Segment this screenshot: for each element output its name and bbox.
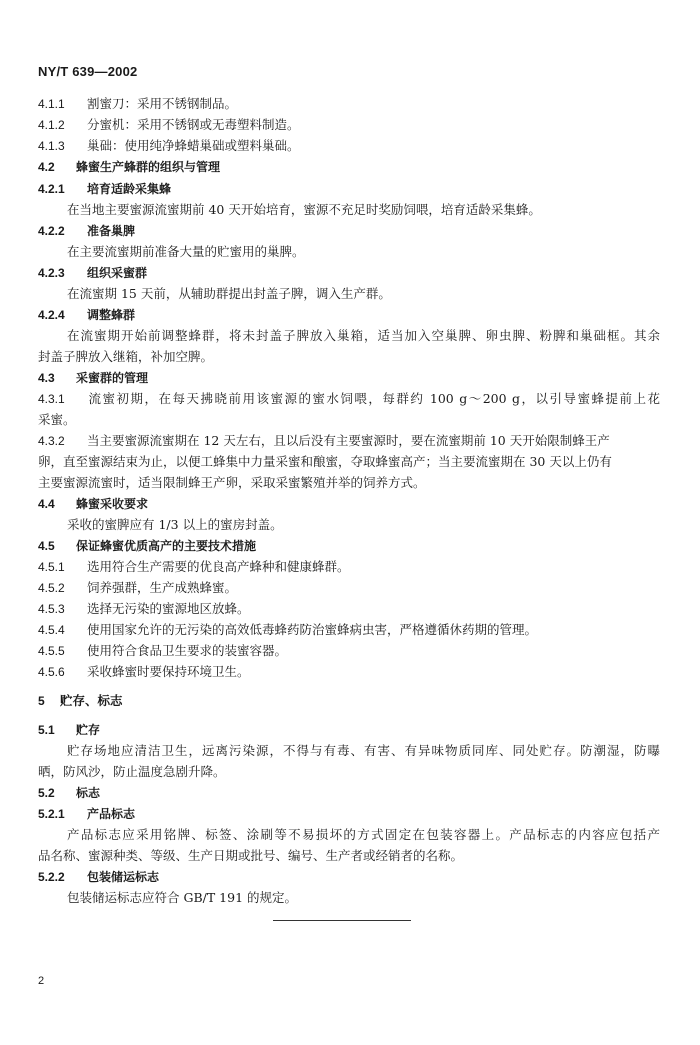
paragraph-4-4: 采收的蜜脾应有 1/3 以上的蜜房封盖。 — [67, 517, 283, 532]
clause-4-3-2-line-2: 卵，直至蜜源结束为止，以便工蜂集中力量采蜜和酿蜜，夺取蜂蜜高产；当主要流蜜期在 30 天以上仍有 — [38, 454, 612, 469]
heading-number: 4.3 — [38, 371, 55, 385]
heading-title: 调整蜂群 — [87, 308, 136, 322]
clause-text: 饲养强群，生产成熟蜂蜜。 — [87, 580, 238, 595]
paragraph-4-2-3: 在流蜜期 15 天前，从辅助群提出封盖子脾，调入生产群。 — [67, 286, 391, 301]
heading-number: 4.2.3 — [38, 266, 65, 280]
paragraph-4-2-4-line-1: 在流蜜期开始前调整蜂群，将未封盖子脾放入巢箱，适当加入空巢脾、卵虫脾、粉脾和巢础框。其余 — [67, 328, 660, 343]
clause-number: 4.5.4 — [38, 623, 65, 637]
clause-text: 当主要蜜源流蜜期在 12 天左右，且以后没有主要蜜源时，要在流蜜期前 10 天开始限制蜂王产 — [87, 433, 610, 448]
heading-5-1 — [38, 721, 660, 739]
heading-4-4 — [38, 495, 660, 513]
heading-title: 标志 — [76, 786, 101, 800]
clause-number: 4.5.2 — [38, 581, 65, 595]
clause-4-1-1 — [38, 95, 660, 113]
end-rule — [273, 920, 411, 921]
clause-text: 流蜜初期，在每天拂晓前用该蜜源的蜜水饲喂，每群约 100 g～200 g，以引导蜜蜂提前上花 — [87, 391, 660, 406]
clause-4-5-1 — [38, 558, 660, 576]
clause-text: 分蜜机：采用不锈钢或无毒塑料制造。 — [87, 117, 300, 132]
standard-code: NY/T 639—2002 — [38, 64, 138, 79]
clause-4-3-2-line-1 — [38, 432, 660, 450]
clause-4-5-2 — [38, 579, 660, 597]
heading-4-2-4 — [38, 306, 660, 324]
clause-4-3-2-line-3: 主要蜜源流蜜时，适当限制蜂王产卵，采取采蜜繁殖并举的饲养方式。 — [38, 475, 426, 490]
clause-4-5-6 — [38, 663, 660, 681]
page-number: 2 — [38, 975, 45, 987]
clause-number: 4.1.3 — [38, 139, 65, 153]
heading-number: 4.2.2 — [38, 224, 65, 238]
clause-4-1-2 — [38, 116, 660, 134]
clause-4-1-3 — [38, 137, 660, 155]
heading-number: 4.2.1 — [38, 182, 65, 196]
heading-number: 4.5 — [38, 539, 55, 553]
clause-4-5-4 — [38, 621, 660, 639]
heading-4-3 — [38, 369, 660, 387]
heading-number: 4.4 — [38, 497, 55, 511]
clause-text: 选用符合生产需要的优良高产蜂种和健康蜂群。 — [87, 559, 350, 574]
heading-5-2 — [38, 784, 660, 802]
heading-number: 4.2 — [38, 160, 55, 174]
clause-number: 4.1.2 — [38, 118, 65, 132]
heading-title: 准备巢脾 — [87, 224, 136, 238]
heading-4-2 — [38, 158, 660, 176]
heading-title: 采蜜群的管理 — [76, 371, 149, 385]
clause-text: 使用国家允许的无污染的高效低毒蜂药防治蜜蜂病虫害，严格遵循休药期的管理。 — [87, 622, 538, 637]
heading-4-2-2 — [38, 222, 660, 240]
heading-5-2-1 — [38, 805, 660, 823]
clause-text: 割蜜刀：采用不锈钢制品。 — [87, 96, 238, 111]
chapter-5-heading — [38, 692, 660, 710]
clause-text: 采收蜂蜜时要保持环境卫生。 — [87, 664, 250, 679]
clause-4-3-1-line-2: 采蜜。 — [38, 412, 76, 427]
clause-number: 4.3.1 — [38, 392, 65, 406]
heading-title: 组织采蜜群 — [87, 266, 148, 280]
heading-title: 蜂蜜生产蜂群的组织与管理 — [76, 160, 221, 174]
paragraph-5-2-2: 包装储运标志应符合 GB/T 191 的规定。 — [67, 890, 297, 905]
clause-number: 4.1.1 — [38, 97, 65, 111]
heading-number: 5.2 — [38, 786, 55, 800]
clause-number: 4.3.2 — [38, 434, 65, 448]
chapter-number: 5 — [38, 694, 45, 708]
clause-number: 4.5.1 — [38, 560, 65, 574]
clause-text: 巢础：使用纯净蜂蜡巢础或塑料巢础。 — [87, 138, 300, 153]
paragraph-4-2-1: 在当地主要蜜源流蜜期前 40 天开始培育，蜜源不充足时奖励饲喂，培育适龄采集蜂。 — [67, 202, 541, 217]
clause-number: 4.5.3 — [38, 602, 65, 616]
heading-4-5 — [38, 537, 660, 555]
clause-text: 使用符合食品卫生要求的装蜜容器。 — [87, 643, 288, 658]
paragraph-5-1-line-1: 贮存场地应清洁卫生，远离污染源，不得与有毒、有害、有异味物质同库、同处贮存。防潮湿，防曝 — [67, 743, 660, 758]
clause-number: 4.5.5 — [38, 644, 65, 658]
heading-title: 保证蜂蜜优质高产的主要技术措施 — [76, 539, 257, 553]
clause-text: 选择无污染的蜜源地区放蜂。 — [87, 601, 250, 616]
heading-number: 5.2.2 — [38, 870, 65, 884]
paragraph-4-2-2: 在主要流蜜期前准备大量的贮蜜用的巢脾。 — [67, 244, 305, 259]
heading-title: 蜂蜜采收要求 — [76, 497, 149, 511]
paragraph-5-2-1-line-1: 产品标志应采用铭牌、标签、涂刷等不易损坏的方式固定在包装容器上。产品标志的内容应包括产 — [67, 827, 660, 842]
heading-title: 培育适龄采集蜂 — [87, 182, 172, 196]
heading-4-2-1 — [38, 180, 660, 198]
clause-4-3-1-line-1 — [38, 390, 660, 408]
heading-number: 4.2.4 — [38, 308, 65, 322]
heading-title: 贮存 — [76, 723, 101, 737]
heading-number: 5.1 — [38, 723, 55, 737]
clause-number: 4.5.6 — [38, 665, 65, 679]
paragraph-5-2-1-line-2: 品名称、蜜源种类、等级、生产日期或批号、编号、生产者或经销者的名称。 — [38, 848, 464, 863]
heading-5-2-2 — [38, 868, 660, 886]
paragraph-4-2-4-line-2: 封盖子脾放入继箱，补加空脾。 — [38, 349, 214, 364]
heading-title: 包装储运标志 — [87, 870, 160, 884]
heading-4-2-3 — [38, 264, 660, 282]
clause-4-5-3 — [38, 600, 660, 618]
paragraph-5-1-line-2: 晒，防风沙，防止温度急剧升降。 — [38, 764, 226, 779]
chapter-title: 贮存、标志 — [60, 693, 123, 708]
clause-4-5-5 — [38, 642, 660, 660]
heading-title: 产品标志 — [87, 807, 136, 821]
heading-number: 5.2.1 — [38, 807, 65, 821]
